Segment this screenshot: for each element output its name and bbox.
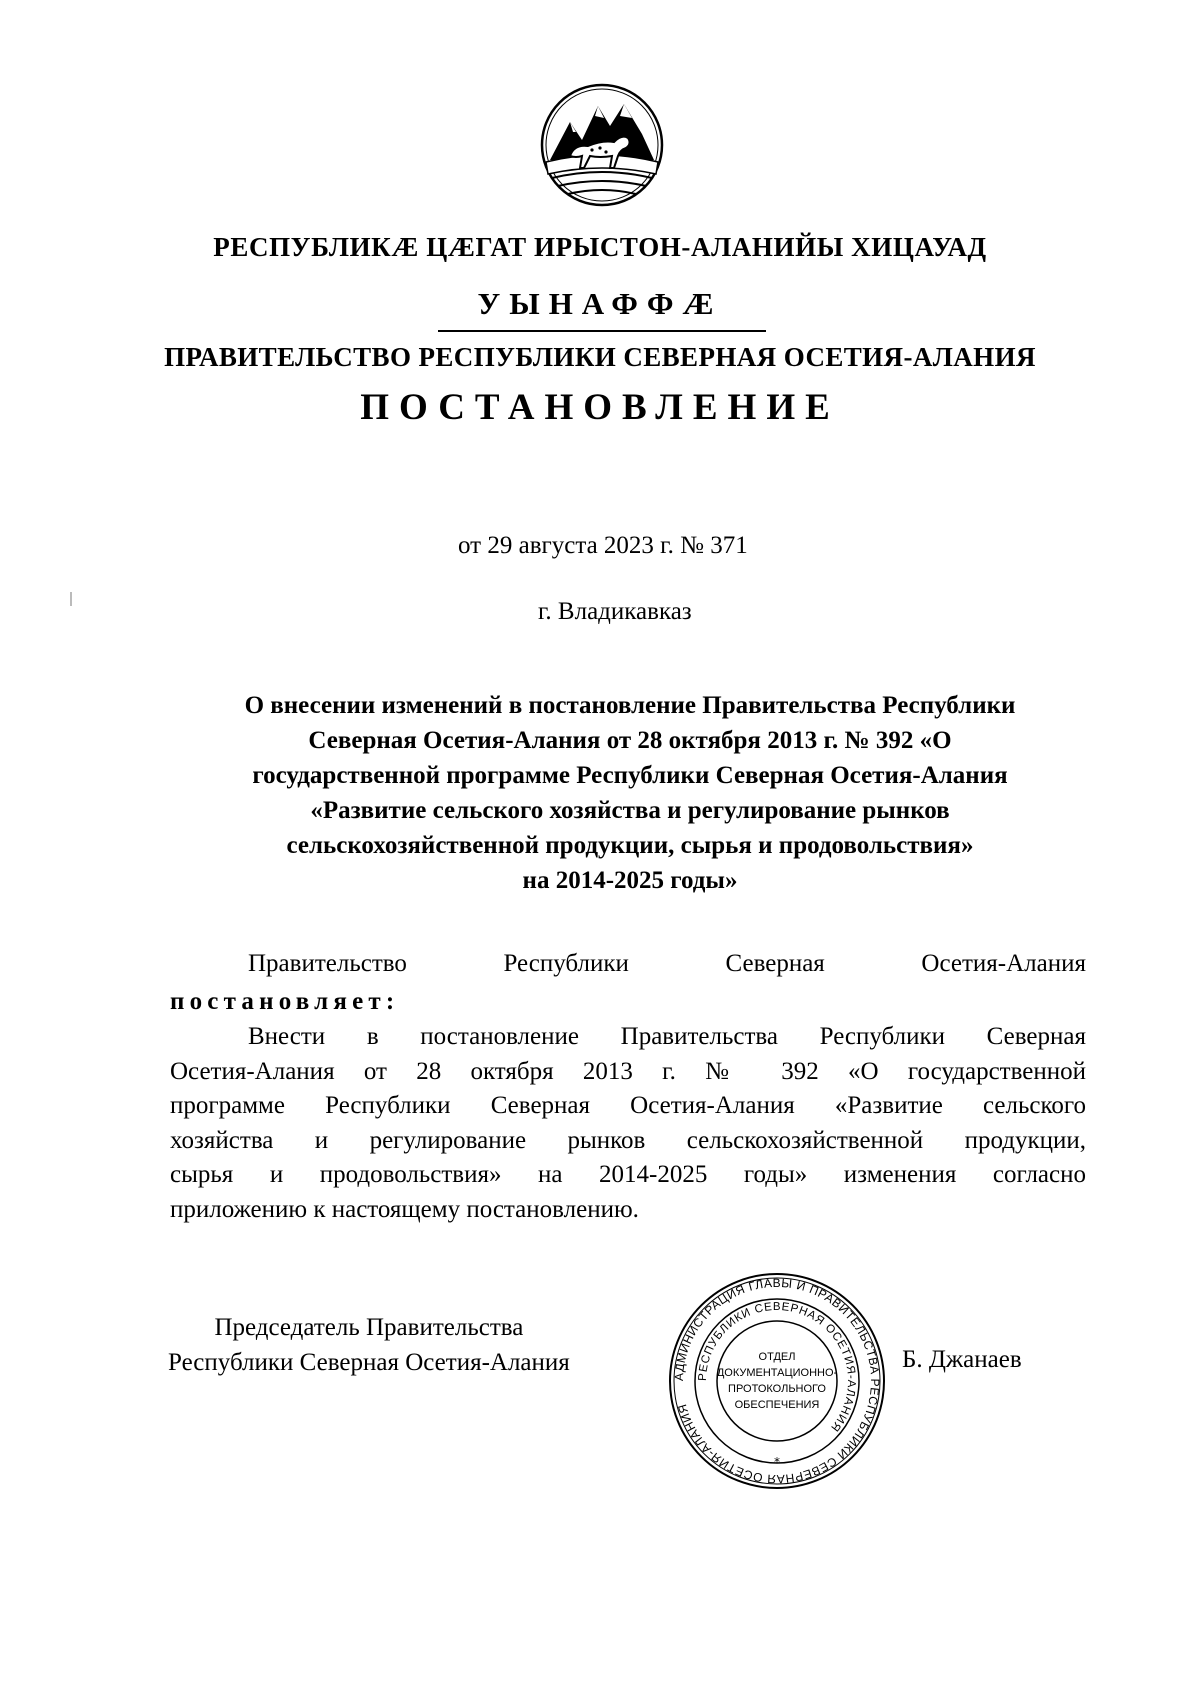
document-title xyxy=(180,688,1080,898)
ossetian-document-type: УЫНАФФӔ xyxy=(477,286,723,321)
seal-outer-text: АДМИНИСТРАЦИЯ ГЛАВЫ И ПРАВИТЕЛЬСТВА РЕСПУБЛИКИ СЕВЕРНАЯ ОСЕТИЯ-АЛАНИЯ xyxy=(671,1275,883,1487)
signatory-position-line: Республики Северная Осетия-Алания xyxy=(168,1349,570,1376)
russian-government-name: ПРАВИТЕЛЬСТВО РЕСПУБЛИКИ СЕВЕРНАЯ ОСЕТИЯ-АЛАНИЯ xyxy=(164,342,1036,372)
signatory-position xyxy=(168,1310,570,1380)
margin-mark xyxy=(70,592,72,606)
body-line: Осетия-Алания от 28 октября 2013 г. № 392 «О государственной xyxy=(170,1057,1086,1085)
title-line: О внесении изменений в постановление Правительства Республики xyxy=(244,692,1016,719)
preamble-word: Республики xyxy=(503,950,629,977)
body-line: сырья и продовольствия» на 2014-2025 годы» изменения согласно xyxy=(170,1161,1086,1188)
preamble-word: Правительство xyxy=(248,950,407,977)
document-city: г. Владикавказ xyxy=(538,598,692,625)
document-date-number: от 29 августа 2023 г. № 371 xyxy=(458,532,748,559)
official-seal-stamp xyxy=(666,1270,888,1492)
preamble-word: Северная xyxy=(725,950,825,977)
preamble-line xyxy=(248,950,1086,978)
signatory-name: Б. Джанаев xyxy=(902,1346,1022,1373)
seal-center-line: ПРОТОКОЛЬНОГО xyxy=(728,1383,826,1395)
signatory-position-line: Председатель Правительства xyxy=(214,1314,524,1341)
title-line: государственной программе Республики Северная Осетия-Алания xyxy=(252,762,1008,789)
title-line: «Развитие сельского хозяйства и регулирование рынков xyxy=(310,797,950,824)
decree-word: постановляет: xyxy=(170,988,400,1015)
seal-center-line: ДОКУМЕНТАЦИОННО- xyxy=(716,1367,838,1379)
seal-center-line: ОБЕСПЕЧЕНИЯ xyxy=(734,1399,820,1411)
title-line: Северная Осетия-Алания от 28 октября 2013 г. № 392 «О xyxy=(308,727,952,754)
coat-of-arms-emblem xyxy=(540,82,664,208)
body-line: приложению к настоящему постановлению. xyxy=(170,1195,639,1223)
seal-star-icon: * xyxy=(774,1455,780,1469)
title-line: на 2014-2025 годы» xyxy=(522,867,738,894)
seal-middle-text: РЕСПУБЛИКИ СЕВЕРНАЯ ОСЕТИЯ-АЛАНИЯ xyxy=(696,1300,858,1434)
body-line: Внести в постановление Правительства Республики Северная xyxy=(248,1023,1086,1050)
ossetian-government-name: РЕСПУБЛИКӔ ЦӔГАТ ИРЫСТОН-АЛАНИЙЫ ХИЦАУАД xyxy=(213,232,987,262)
preamble-word: Осетия-Алания xyxy=(921,950,1086,977)
russian-document-type: ПОСТАНОВЛЕНИЕ xyxy=(360,387,840,428)
body-line: хозяйства и регулирование рынков сельскохозяйственной продукции, xyxy=(170,1126,1086,1154)
seal-center-line: ОТДЕЛ xyxy=(758,1351,796,1363)
body-line: программе Республики Северная Осетия-Алания «Развитие сельского xyxy=(170,1092,1086,1119)
title-line: сельскохозяйственной продукции, сырья и продовольствия» xyxy=(286,832,974,859)
body-paragraph xyxy=(170,1020,1086,1227)
header-underline xyxy=(438,330,766,332)
